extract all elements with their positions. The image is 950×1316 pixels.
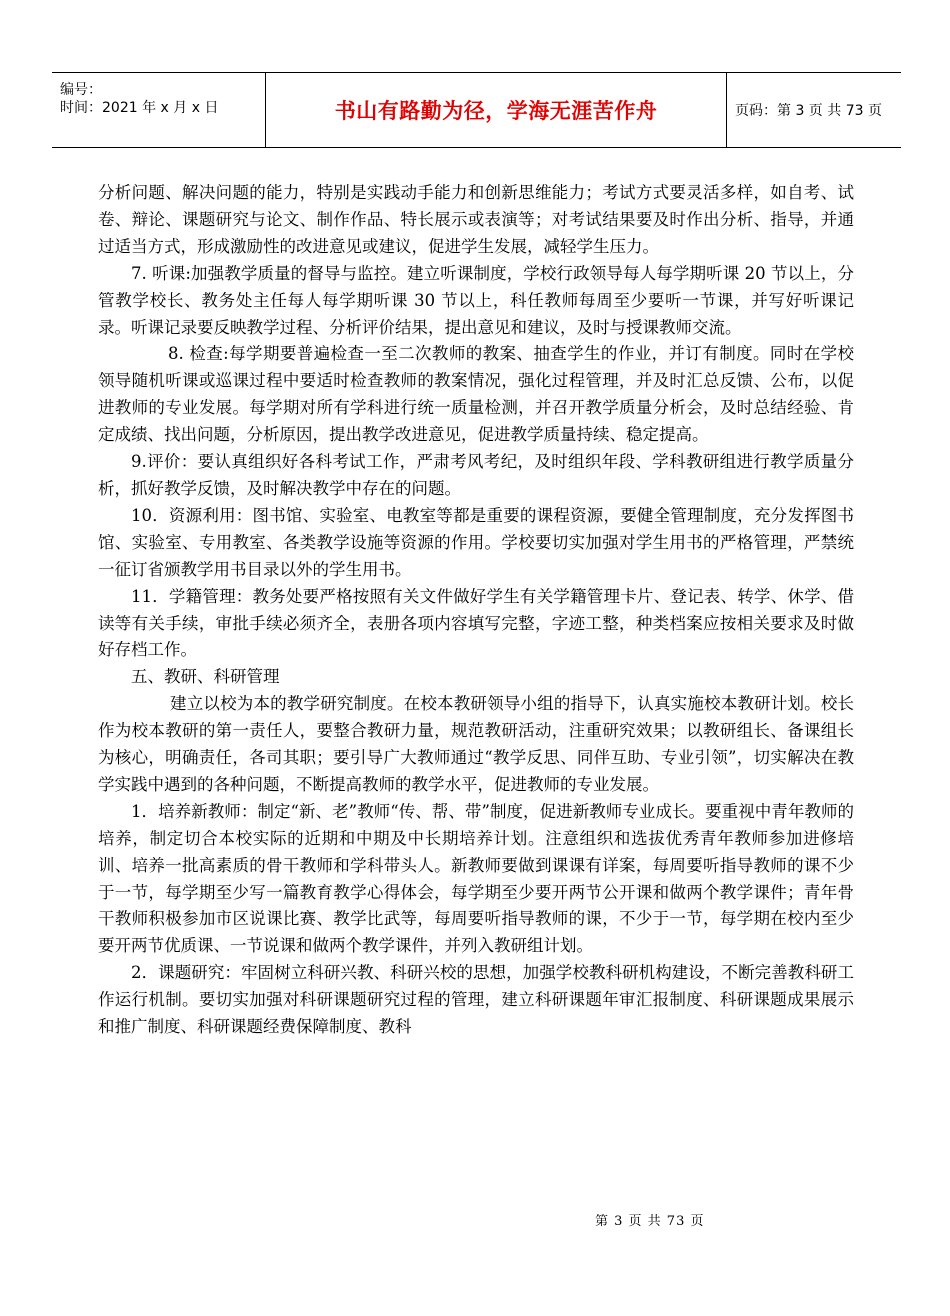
page-header [52, 72, 901, 148]
motto-text: 书山有路勤为径，学海无涯苦作舟 [334, 99, 658, 123]
paragraph-4: 9.评价：要认真组织好各科考试工作，严肃考风考纪，及时组织年段、学科教研组进行教学质量分析，抓好教学反馈，及时解决教学中存在的问题。 [98, 452, 854, 498]
paragraph-8: 1．培养新教师：制定“新、老”教师“传、帮、带”制度，促进新教师专业成长。要重视中青年教师的培养，制定切合本校实际的近期和中期及中长期培养计划。注意组织和选拔优秀青年教师参加进修培训、培养一批高素质的骨干教师和学科带头人。新教师要做到课课有详案，每周要听指导教师的课不少于一节，每学期至少写一篇教育教学心得体会，每学期至少要开两节公开课和做两个教学课件；青年骨干教师积极参加市区说课比赛、教学比武等，每周要听指导教师的课，不少于一节，每学期在校内至少要开两节优质课、一节说课和做两个教学课件，并列入教研组计划。 [98, 801, 854, 956]
paragraph-5: 10．资源利用：图书馆、实验室、电教室等都是重要的课程资源，要健全管理制度，充分发挥图书馆、实验室、专用教室、各类教学设施等资源的作用。学校要切实加强对学生用书的严格管理，严禁统一征订省颁教学用书目录以外的学生用书。 [98, 505, 854, 579]
page-info: 页码：第 3 页 共 73 页 [735, 103, 882, 119]
header-middle-cell [265, 73, 727, 147]
serial-label: 编号： [60, 82, 102, 98]
header-right-cell [727, 73, 901, 147]
section-heading: 五、教研、科研管理 [131, 667, 280, 687]
page-footer: 第 3 页 共 73 页 [595, 1214, 705, 1229]
header-left-cell [52, 73, 265, 147]
paragraph-7: 建立以校为本的教学研究制度。在校本教研领导小组的指导下，认真实施校本教研计划。校长作为校本教研的第一责任人，要整合教研力量，规范教研活动，注重研究效果；以教研组长、备课组长为核心，明确责任，各司其职；要引导广大教师通过“教学反思、同伴互助、专业引领”，切实解决在教学实践中遇到的各种问题，不断提高教师的教学水平，促进教师的专业发展。 [98, 694, 854, 794]
document-body [98, 180, 854, 1041]
paragraph-9: 2．课题研究：牢固树立科研兴教、科研兴校的思想，加强学校教科研机构建设，不断完善教科研工作运行机制。要切实加强对科研课题研究过程的管理，建立科研课题年审汇报制度、科研课题成果展示和推广制度、科研课题经费保障制度、教科 [98, 963, 854, 1037]
date-line: 时间：2021 年 x 月 x 日 [60, 100, 219, 116]
paragraph-6: 11．学籍管理：教务处要严格按照有关文件做好学生有关学籍管理卡片、登记表、转学、休学、借读等有关手续，审批手续必须齐全，表册各项内容填写完整，字迹工整，种类档案应按相关要求及时做好存档工作。 [98, 586, 854, 660]
paragraph-1: 分析问题、解决问题的能力，特别是实践动手能力和创新思维能力；考试方式要灵活多样，如自考、试卷、辩论、课题研究与论文、制作作品、特长展示或表演等；对考试结果要及时作出分析、指导，并通过适当方式，形成激励性的改进意见或建议，促进学生发展，减轻学生压力。 [98, 183, 854, 256]
paragraph-3: 8. 检查:每学期要普遍检查一至二次教师的教案、抽查学生的作业，并订有制度。同时在学校领导随机听课或巡课过程中要适时检查教师的教案情况，强化过程管理，并及时汇总反馈、公布，以促进教师的专业发展。每学期对所有学科进行统一质量检测，并召开教学质量分析会，及时总结经验、肯定成绩、找出问题，分析原因，提出教学改进意见，促进教学质量持续、稳定提高。 [98, 344, 854, 445]
paragraph-2: 7. 听课:加强教学质量的督导与监控。建立听课制度，学校行政领导每人每学期听课 20 节以上，分管教学校长、教务处主任每人每学期听课 30 节以上，科任教师每周至少要听一节课，并写好听课记录。听课记录要反映教学过程、分析评价结果，提出意见和建议，及时与授课教师交流。 [98, 263, 854, 337]
